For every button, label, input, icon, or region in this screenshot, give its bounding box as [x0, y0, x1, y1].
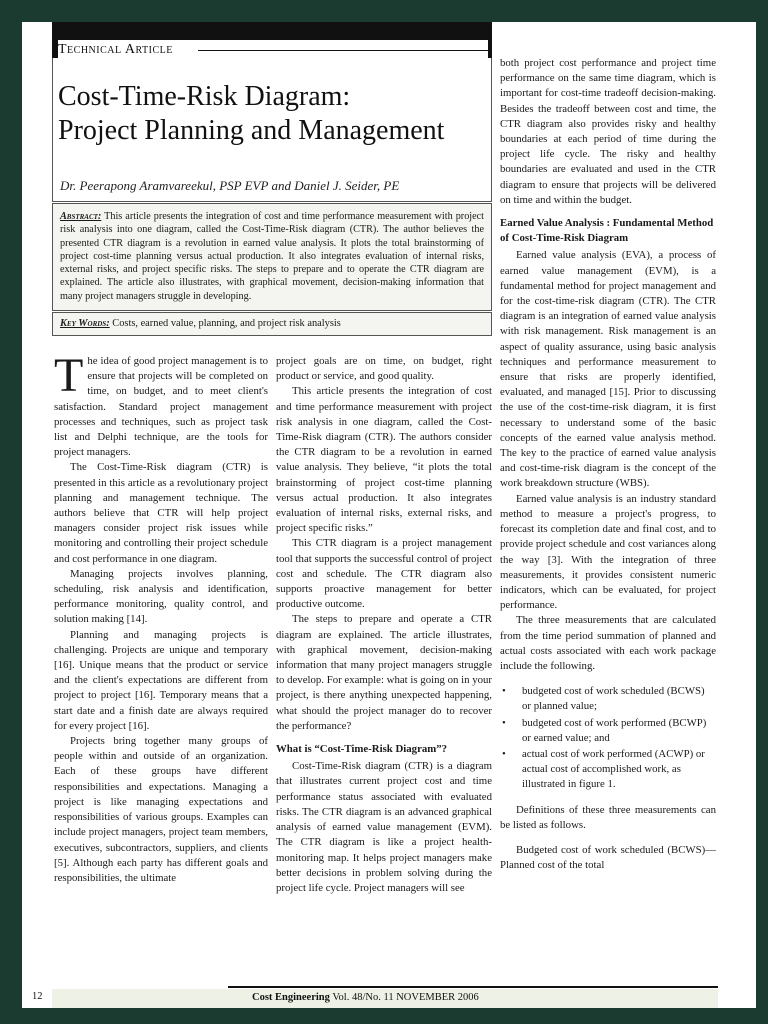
title-line-1: Cost-Time-Risk Diagram: — [58, 81, 351, 112]
column-1 — [54, 349, 268, 886]
title-line-2: Project Planning and Management — [58, 115, 445, 146]
author-line: Dr. Peerapong Aramvareekul, PSP EVP and Daniel J. Seider, PE — [60, 178, 400, 193]
paragraph-text: he idea of good project management is to ensure that projects will be completed on time, on budget, and to meet client's satisfaction. Standard project management processes and techniques, such as project task list and Delphi technique, are the tools for project managers. — [54, 355, 268, 459]
abstract-label: Abstract: — [60, 211, 102, 222]
paragraph: Definitions of these three measurements can be listed as follows. — [500, 803, 716, 831]
section-rule — [198, 50, 488, 51]
list-item: • budgeted cost of work scheduled (BCWS) or planned value; — [500, 684, 716, 714]
paragraph: Managing projects involves planning, scheduling, risk analysis and identification, performance monitoring, quality control, and solution making [14]. — [54, 567, 268, 626]
journal-issue: Vol. 48/No. 11 NOVEMBER 2006 — [332, 992, 479, 1003]
column-2 — [276, 354, 492, 896]
paragraph: Budgeted cost of work scheduled (BCWS)—Planned cost of the total — [500, 843, 716, 872]
section-tag — [58, 40, 488, 60]
paragraph: This article presents the integration of cost and time performance measurement with project risk analysis in one diagram, called the Cost-Time-Risk diagram (CTR). The authors consider the CTR diagram to be a revolution in earned value analysis. They believe, “it plots the total brainstorming of project cost-time planning versus actual production. It also integrates evaluation of internal risks, external risks, and project specific risks.” — [276, 385, 492, 535]
journal-footer — [252, 992, 479, 1003]
paragraph: The steps to prepare and operate a CTR diagram are explained. The article illustrates, with graphical movement, decision-making information that many project managers struggle to develop. For example: what is going on in your project, is there anything unexpected happening, what should the project manager do to recover the performance? — [276, 613, 492, 732]
list-item: • actual cost of work performed (ACWP) or actual cost of accomplished work, as illustrated in figure 1. — [500, 747, 716, 793]
paragraph: Planning and managing projects is challenging. Projects are unique and temporary [16]. Unique means that the product or service and the client's expectations are different from project to project [16]. Temporary means that a start date and a finish date are always required for every project [16]. — [54, 628, 268, 732]
section-heading: Earned Value Analysis : Fundamental Method of Cost-Time-Risk Diagram — [500, 217, 714, 245]
keywords-box — [52, 312, 492, 336]
frame-left — [0, 0, 22, 1024]
keywords-text: Costs, earned value, planning, and project risk analysis — [109, 318, 341, 329]
paragraph: The Cost-Time-Risk diagram (CTR) is presented in this article as a revolutionary project planning and management technique. The authors believe that CTR will help project managers consider project risk issues while monitoring and controlling their project schedule and cost performance in one diagram. — [54, 461, 268, 565]
paragraph: The three measurements that are calculated from the time period summation of planned and actual costs associated with each work package include the following. — [500, 614, 716, 672]
frame-bottom — [0, 1008, 768, 1024]
paragraph: Projects bring together many groups of people within and outside of an organization. Each of these groups have different responsibilities and expectations. Managing a project is like managing expectations and responsibilities of various groups. Examples can include project managers, project team members, executives, subcontractors, suppliers, and clients [5]. Although each party has different goals and responsibilities, the ultimate — [54, 735, 268, 884]
drop-cap: T — [54, 349, 84, 402]
paragraph: Earned value analysis (EVA), a process of earned value management (EVM), is a fundamental method for project management and for the cost-time-risk diagram (CTR). The CTR diagram is an integration of earned value analysis with risk management. Risk management is an aspect of quality assurance, using basic analysis techniques and performance measurement to ensure that risks are properly identified, evaluated, and managed [15]. Prior to discussing the use of the cost-time-risk diagram, it is first necessary to understand some of the basic concepts of the earned value analysis method. The key to the practice of earned value analysis and cost-time-risk diagram is the concept of the work breakdown structure (WBS). — [500, 249, 716, 490]
article-page — [22, 22, 756, 1008]
section-heading: What is “Cost-Time-Risk Diagram”? — [276, 743, 448, 756]
frame-top — [0, 0, 768, 22]
paragraph: Cost-Time-Risk diagram (CTR) is a diagram that illustrates current project cost and time performance status associated with evaluated risks. The CTR diagram is an advanced graphical analysis of earned value management (EVM). The CTR diagram is like a project health-monitoring map. It helps project managers make better decisions in problem solving during the project life cycle. Project managers will see — [276, 760, 492, 894]
measurement-list — [500, 684, 716, 792]
journal-name: Cost Engineering — [252, 992, 330, 1003]
section-label: Technical Article — [58, 42, 179, 57]
paragraph — [54, 349, 268, 460]
keywords-label: Key Words: — [60, 318, 110, 329]
paragraph: Earned value analysis is an industry standard method to measure a project's progress, to forecast its completion date and final cost, and to provide project schedule and cost variances along the way [3]. With the integration of three measurements, it provides consistent numeric indicators, which can be evaluated, for project performance. — [500, 492, 716, 612]
footer-rule — [228, 986, 718, 988]
paragraph: project goals are on time, on budget, right product or service, and good quality. — [276, 355, 492, 383]
abstract-text: This article presents the integration of cost and time performance measurement with project risk analysis into one diagram, called the Cost-Time-Risk diagram (CTR). The author believes the presented CTR diagram is a revolution in earned value analysis. It plots the total brainstorming of project cost-time planning versus actual production. It also integrates evaluation of internal risks, external risks, and project specific risks. The steps to prepare and to operate the CTR diagram are explained. The article also illustrates, with graphical movement, decision-making information that many project managers struggle in developing. — [60, 211, 484, 302]
page-number: 12 — [32, 991, 43, 1002]
paragraph: both project cost performance and project time performance on the same time diagram, which is important for cost-time tradeoff decision-making. Besides the tradeoff between cost and time, the CTR diagram also provides risky and healthy boundaries at each period of time during the project life cycle. The risky and healthy boundaries are evaluated and used in the CTR diagram to ensure that projects will be delivered on time and within the budget. — [500, 57, 716, 206]
column-3 — [500, 56, 716, 873]
list-item: • budgeted cost of work performed (BCWP) or earned value; and — [500, 716, 716, 746]
abstract-box — [52, 203, 492, 311]
article-title — [58, 80, 488, 148]
paragraph: This CTR diagram is a project management tool that supports the successful control of project cost and schedule. The CTR diagram also supports proactive management for better productive outcome. — [276, 537, 492, 611]
frame-right — [756, 0, 768, 1024]
